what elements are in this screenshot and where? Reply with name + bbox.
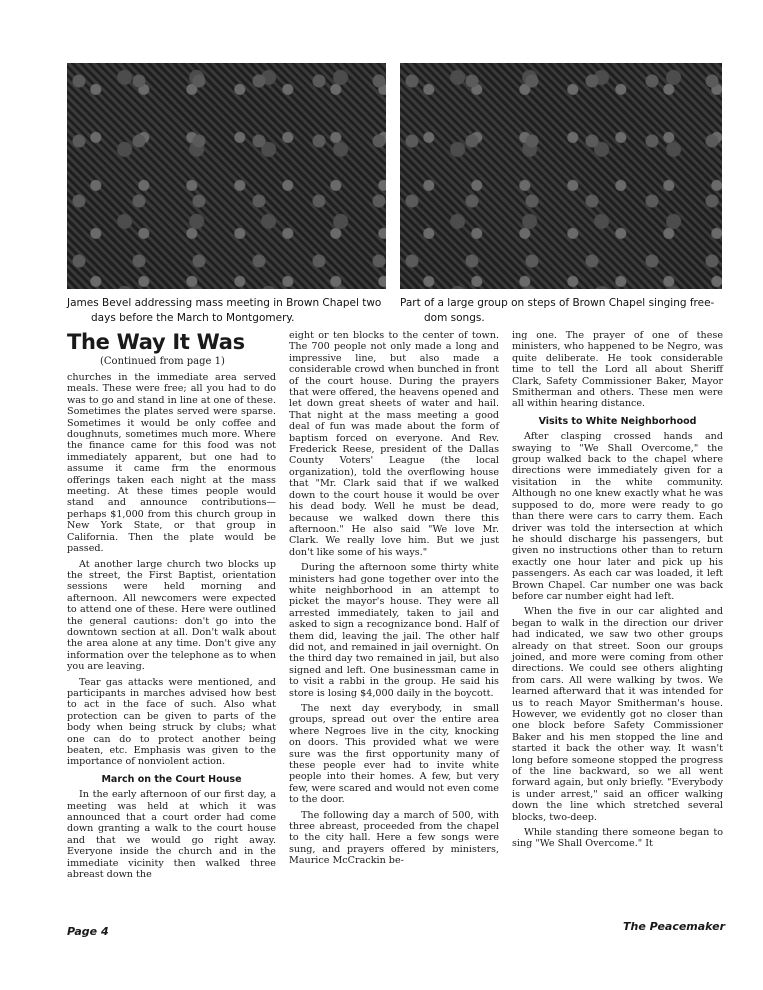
caption-line: days before the March to Montgomery. — [91, 312, 295, 324]
caption-line: Part of a large group on steps of Brown Chapel singing free- — [400, 297, 715, 309]
paragraph: The following day a march of 500, with three abreast, proceeded from the chapel to the city hall. Here a few songs were sung, and prayers offered by ministers, Maurice McCrackin be- — [289, 809, 499, 867]
continued-note: (Continued from page 1) — [100, 356, 225, 367]
paragraph: In the early afternoon of our first day, a meeting was held at which it was announced that a court order had come down granting a walk to the court house and that we would go right away. Everyone inside the church and in the immediate vicinity then walked three abreast down the — [67, 789, 276, 881]
publication-name: The Peacemaker — [623, 920, 725, 933]
article-column-3 — [512, 330, 723, 920]
caption-line: James Bevel addressing mass meeting in Brown Chapel two — [67, 297, 382, 309]
paragraph: When the five in our car alighted and began to walk in the direction our driver had indicated, we saw two other groups already on that street. Soon our groups joined, and more were coming from other directions. We could see others alighting from cars. All were walking by twos. We learned afterward that it was intended for us to reach Mayor Smitherman's house. However, we evidently got no closer than one block before Safety Commissioner Baker and his men stopped the line and started it back the other way. It wasn't long before someone stopped the progress of the line backward, so we all went forward again, but only briefly. "Everybody is under arrest," said an officer walking down the line which stretched several blocks, two-deep. — [512, 606, 723, 823]
photo-caption-right — [400, 296, 725, 326]
paragraph: ing one. The prayer of one of these ministers, who happened to be Negro, was quite deliberate. He took considerable time to tell the Lord all about Sheriff Clark, Safety Commissioner Baker, Mayor Smitherman and others. These men were all within hearing distance. — [512, 330, 723, 410]
section-heading: March on the Court House — [101, 773, 242, 785]
section-heading: Visits to White Neighborhood — [538, 415, 697, 427]
paragraph: churches in the immediate area served meals. These were free; all you had to do was to go and stand in line at one of these. Sometimes the plates served were sparse. Sometimes it would be only coffee and doughnuts, sometimes much more. Where the finance came for this food was not immediately apparent, but one had to assume it came frm the enormous offerings taken each night at the mass meeting. At these times people would stand and announce contributions—perhaps $1,000 from this church group in New York State, or that group in California. Then the plate would be passed. — [67, 372, 276, 555]
paragraph: After clasping crossed hands and swaying to "We Shall Overcome," the group walked back to the chapel where directions were immediately given for a visitation in the white community. Although no one knew exactly what he was supposed to do, more were ready to go than there were cars to carry them. Each driver was told the intersection at which he should discharge his passengers, but given no instructions other than to return exactly one hour later and pick up his passengers. As each car was loaded, it left Brown Chapel. Car number one was back before car number eight had left. — [512, 431, 723, 602]
photo-caption-left — [67, 296, 392, 326]
paragraph: While standing there someone began to sing "We Shall Overcome." It — [512, 827, 723, 850]
photo-chapel-steps — [400, 63, 722, 289]
paragraph: During the afternoon some thirty white ministers had gone together over into the white neighborhood in an attempt to picket the mayor's house. They were all arrested immediately, taken to jail and asked to sign a recognizance bond. Half of them did, leaving the jail. The other half did not, and remained in jail overnight. On the third day two remained in jail, but also signed and left. One businessman came in to visit a rabbi in the group. He said his store is losing $4,000 daily in the boycott. — [289, 562, 499, 699]
photo-mass-meeting — [67, 63, 386, 289]
caption-line: dom songs. — [424, 312, 485, 324]
paragraph: The next day everybody, in small groups, spread out over the entire area where Negroes live in the city, knocking on doors. This provided what we were sure was the first opportunity many of these people ever had to invite white people into their homes. A few, but very few, were scared and would not even come to the door. — [289, 703, 499, 806]
article-column-2 — [289, 330, 499, 920]
page-number: Page 4 — [67, 925, 109, 938]
paragraph: At another large church two blocks up the street, the First Baptist, orientation sessions were held morning and afternoon. All newcomers were expected to attend one of these. Here were outlined the general cautions: don't go into the downtown section at all. Don't walk about the area alone at any time. Don't give any information over the telephone as to when you are leaving. — [67, 558, 276, 673]
paragraph: Tear gas attacks were mentioned, and participants in marches advised how best to act in the face of such. Also what protection can be given to parts of the body when being struck by clubs; what one can do to protect another being beaten, etc. Emphasis was given to the importance of nonviolent action. — [67, 676, 276, 768]
paragraph: eight or ten blocks to the center of town. The 700 people not only made a long and impressive line, but also made a considerable crowd when bunched in front of the court house. During the prayers that were offered, the heavens opened and let down great sheets of water and hail. That night at the mass meeting a good deal of fun was made about the form of baptism forced on everyone. And Rev. Frederick Reese, president of the Dallas County Voters' League (the local organization), told the overflowing house that "Mr. Clark said that if we walked down to the court house it would be over his dead body. Well he must be dead, because we walked down there this afternoon." He also said "We love Mr. Clark. We really love him. But we just don't like some of his ways." — [289, 330, 499, 558]
article-title: The Way It Was — [67, 330, 245, 354]
article-column-1 — [67, 372, 276, 912]
